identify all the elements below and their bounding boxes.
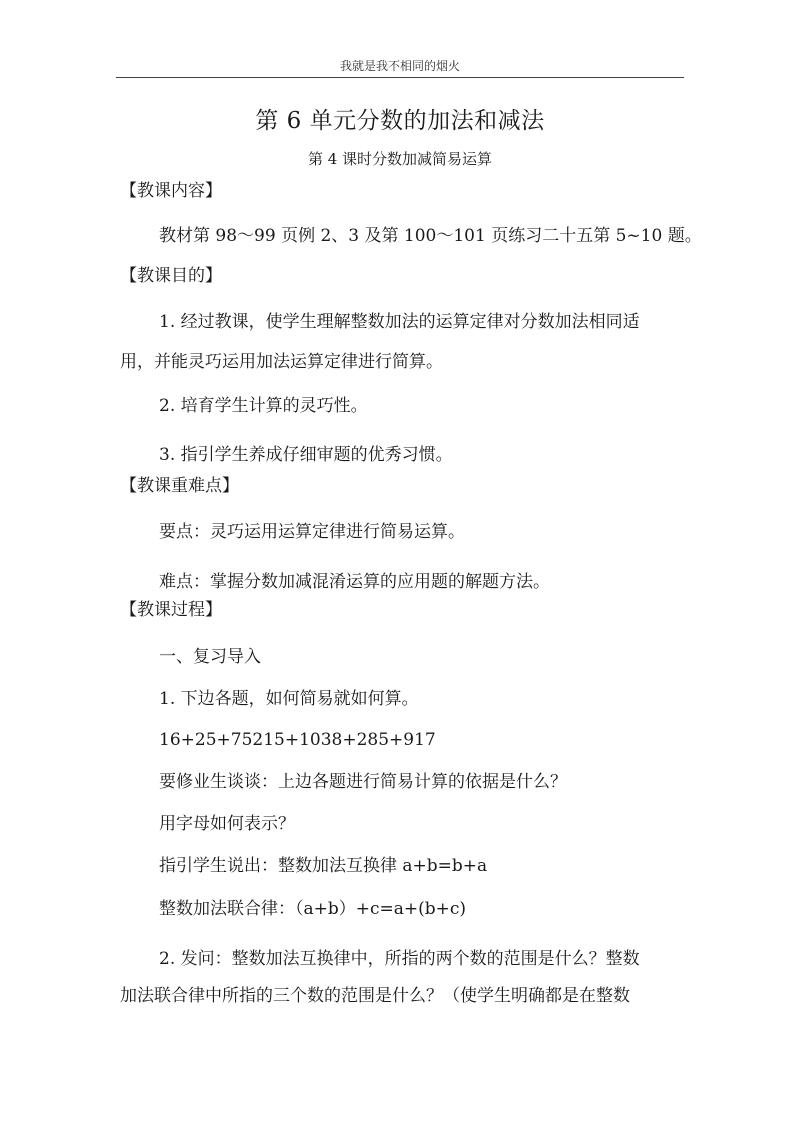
running-header: 我就是我不相同的烟火 xyxy=(339,59,460,73)
math-expression: 16+25+75215+1038+285+917 xyxy=(159,730,436,750)
commutative-law: 指引学生说出：整数加法互换律 a+b=b+a xyxy=(159,856,488,876)
document-subtitle: 第 4 课时分数加减简易运算 xyxy=(307,150,493,168)
associative-law: 整数加法联合律：（a+b）+c=a+(b+c) xyxy=(159,899,467,919)
step-1: 一、复习导入 xyxy=(159,647,261,667)
content-text: 教材第 98～99 页例 2、3 及第 100～101 页练习二十五第 5~10 题。 xyxy=(159,226,702,246)
document-title: 第 6 单元分数的加法和减法 xyxy=(255,108,545,134)
item-2-line-2: 加法联合律中所指的三个数的范围是什么？（使学生明确都是在整数 xyxy=(120,986,630,1006)
goal-2: 2. 培育学生计算的灵巧性。 xyxy=(159,396,368,416)
item-2-line-1: 2. 发问：整数加法互换律中，所指的两个数的范围是什么？整数 xyxy=(159,949,640,969)
header-divider xyxy=(116,77,684,78)
goal-1-line-1: 1. 经过教课，使学生理解整数加法的运算定律对分数加法相同适 xyxy=(159,312,640,332)
ask-basis: 要修业生谈谈：上边各题进行简易计算的依据是什么？ xyxy=(159,772,567,792)
process-heading: 【教课过程】 xyxy=(120,600,222,620)
step-1-item-1: 1. 下边各题，如何简易就如何算。 xyxy=(159,689,419,709)
goals-heading: 【教课目的】 xyxy=(120,266,222,286)
ask-letters: 用字母如何表示？ xyxy=(159,814,295,834)
content-heading: 【教课内容】 xyxy=(120,181,222,201)
keypoints-heading: 【教课重难点】 xyxy=(120,476,239,496)
difficult-point: 难点：掌握分数加减混淆运算的应用题的解题方法。 xyxy=(159,572,550,592)
goal-3: 3. 指引学生养成仔细审题的优秀习惯。 xyxy=(159,445,453,465)
key-point: 要点：灵巧运用运算定律进行简易运算。 xyxy=(159,522,465,542)
goal-1-line-2: 用，并能灵巧运用加法运算定律进行简算。 xyxy=(120,352,443,372)
